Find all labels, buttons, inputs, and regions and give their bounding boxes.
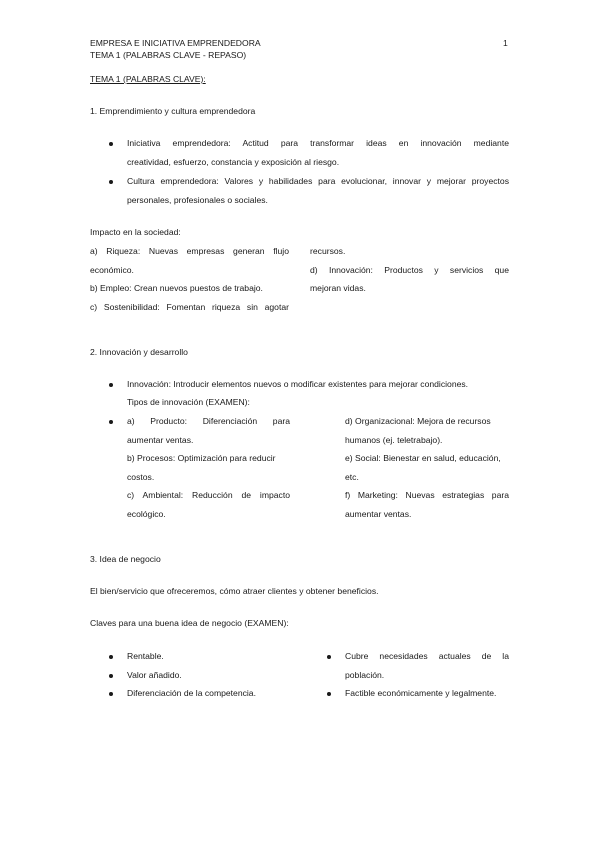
bullet-icon — [109, 674, 113, 678]
key-left-2: Valor añadido. — [127, 670, 182, 680]
bullet-icon — [109, 655, 113, 659]
bullet-icon — [327, 655, 331, 659]
impact-c-line-1: c) Sostenibilidad: Fomentan riqueza sin agotar — [90, 302, 289, 312]
business-idea-text: El bien/servicio que ofreceremos, cómo atraer clientes y obtener beneficios. — [90, 586, 379, 596]
impact-title: Impacto en la sociedad: — [90, 227, 181, 237]
s1-bullet-1-line-2: creatividad, esfuerzo, constancia y exposición al riesgo. — [127, 157, 340, 167]
bullet-icon — [109, 692, 113, 696]
impact-b: b) Empleo: Crean nuevos puestos de trabajo. — [90, 283, 263, 293]
document-title: TEMA 1 (PALABRAS CLAVE): — [90, 74, 206, 84]
section-2-heading: 2. Innovación y desarrollo — [90, 347, 188, 357]
impact-a-line-1: a) Riqueza: Nuevas empresas generan flujo — [90, 246, 289, 256]
key-left-3: Diferenciación de la competencia. — [127, 688, 256, 698]
type-f-line-2: aumentar ventas. — [345, 509, 412, 519]
types-title: Tipos de innovación (EXAMEN): — [127, 397, 250, 407]
page-number: 1 — [503, 38, 508, 48]
keys-title: Claves para una buena idea de negocio (EXAMEN): — [90, 618, 289, 628]
s1-bullet-1-line-1: Iniciativa emprendedora: Actitud para transformar ideas en innovación mediante — [127, 138, 509, 148]
bullet-icon — [109, 420, 113, 424]
type-b-line-1: b) Procesos: Optimización para reducir — [127, 453, 276, 463]
key-right-1-line-2: población. — [345, 670, 385, 680]
impact-c-line-2: recursos. — [310, 246, 346, 256]
impact-a-line-2: económico. — [90, 265, 134, 275]
type-e-line-1: e) Social: Bienestar en salud, educación, — [345, 453, 501, 463]
s2-bullet-1: Innovación: Introducir elementos nuevos o modificar existentes para mejorar condiciones. — [127, 379, 469, 389]
bullet-icon — [327, 692, 331, 696]
bullet-icon — [109, 142, 113, 146]
type-d-line-2: humanos (ej. teletrabajo). — [345, 435, 443, 445]
bullet-icon — [109, 383, 113, 387]
bullet-icon — [109, 180, 113, 184]
impact-d-line-2: mejoran vidas. — [310, 283, 366, 293]
key-right-1-line-1: Cubre necesidades actuales de la — [345, 651, 509, 661]
header-line-2: TEMA 1 (PALABRAS CLAVE - REPASO) — [90, 50, 247, 60]
section-1-heading: 1. Emprendimiento y cultura emprendedora — [90, 106, 256, 116]
type-a-line-1: a) Producto: Diferenciación para — [127, 416, 290, 426]
s1-bullet-2-line-2: personales, profesionales o sociales. — [127, 195, 268, 205]
type-d-line-1: d) Organizacional: Mejora de recursos — [345, 416, 491, 426]
header-line-1: EMPRESA E INICIATIVA EMPRENDEDORA — [90, 38, 261, 48]
impact-d-line-1: d) Innovación: Productos y servicios que — [310, 265, 509, 275]
type-a-line-2: aumentar ventas. — [127, 435, 194, 445]
s1-bullet-2-line-1: Cultura emprendedora: Valores y habilidades para evolucionar, innovar y mejorar proyectos — [127, 176, 509, 186]
type-c-line-1: c) Ambiental: Reducción de impacto — [127, 490, 290, 500]
key-left-1: Rentable. — [127, 651, 164, 661]
type-c-line-2: ecológico. — [127, 509, 166, 519]
type-f-line-1: f) Marketing: Nuevas estrategias para — [345, 490, 509, 500]
key-right-2: Factible económicamente y legalmente. — [345, 688, 497, 698]
type-b-line-2: costos. — [127, 472, 155, 482]
section-3-heading: 3. Idea de negocio — [90, 554, 161, 564]
type-e-line-2: etc. — [345, 472, 359, 482]
